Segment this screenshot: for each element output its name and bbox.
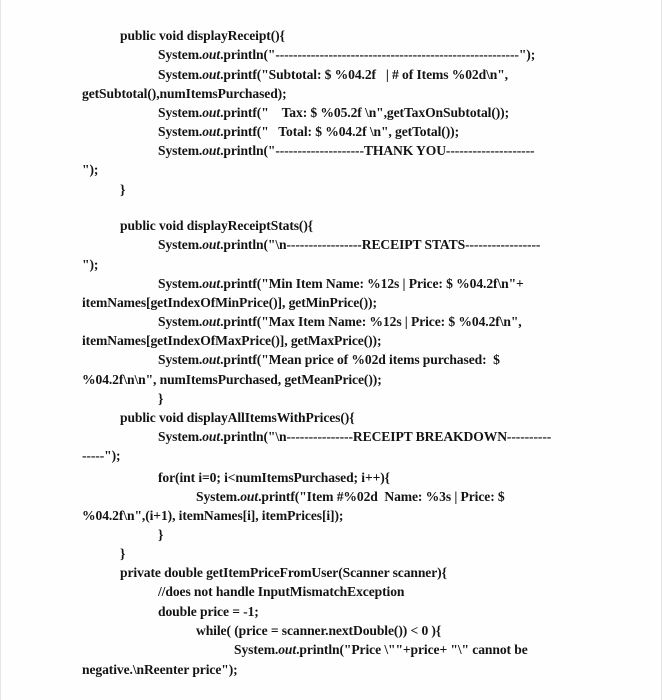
code-line: System.out.println("\n---------------RECEIPT BREAKDOWN---------- (158, 429, 552, 444)
code-line: itemNames[getIndexOfMaxPrice()], getMaxPrice()); (82, 333, 382, 348)
closing-brace: } (120, 546, 126, 561)
code-line: %04.2f\n",(i+1), itemNames[i], itemPrices[i]); (82, 508, 344, 523)
code-line: while( (price = scanner.nextDouble()) < 0 ){ (196, 623, 442, 638)
code-line: private double getItemPriceFromUser(Scanner scanner){ (120, 565, 447, 580)
code-line: for(int i=0; i<numItemsPurchased; i++){ (158, 470, 390, 485)
code-line: System.out.printf("Max Item Name: %12s | Price: $ %04.2f\n", (158, 314, 522, 329)
code-line: System.out.printf(" Tax: $ %05.2f \n",getTaxOnSubtotal()); (158, 105, 510, 120)
code-line: %04.2f\n\n", numItemsPurchased, getMeanPrice()); (82, 372, 382, 387)
code-line: System.out.printf("Subtotal: $ %04.2f | # of Items %02d\n", (158, 67, 508, 82)
code-line: public void displayAllItemsWithPrices(){ (120, 410, 355, 425)
code-line: itemNames[getIndexOfMinPrice()], getMinPrice()); (82, 295, 377, 310)
code-line: "); (82, 257, 99, 272)
code-line: public void displayReceiptStats(){ (120, 218, 314, 233)
code-line: double price = -1; (158, 604, 259, 619)
code-line: System.out.println("--------------------THANK YOU-------------------- (158, 143, 535, 158)
code-line: System.out.printf("Mean price of %02d items purchased: $ (158, 352, 500, 367)
code-line: System.out.println("Price \""+price+ "\" cannot be (234, 642, 528, 657)
closing-brace: } (120, 182, 126, 197)
code-line: System.out.printf(" Total: $ %04.2f \n", getTotal()); (158, 124, 459, 139)
code-line: System.out.println("\n-----------------RECEIPT STATS----------------- (158, 237, 541, 252)
code-line: System.out.println("-------------------------------------------------------"); (158, 47, 536, 62)
code-line: "); (82, 162, 99, 177)
code-line: System.out.printf("Item #%02d Name: %3s | Price: $ (196, 489, 505, 504)
code-line: getSubtotal(),numItemsPurchased); (82, 86, 287, 101)
code-comment: //does not handle InputMismatchException (158, 584, 405, 599)
code-line: negative.\nReenter price"); (82, 662, 238, 677)
closing-brace: } (158, 527, 164, 542)
code-line: -----"); (82, 448, 121, 463)
code-line: public void displayReceipt(){ (120, 28, 285, 43)
closing-brace: } (158, 391, 164, 406)
code-line: System.out.printf("Min Item Name: %12s | Price: $ %04.2f\n"+ (158, 276, 524, 291)
